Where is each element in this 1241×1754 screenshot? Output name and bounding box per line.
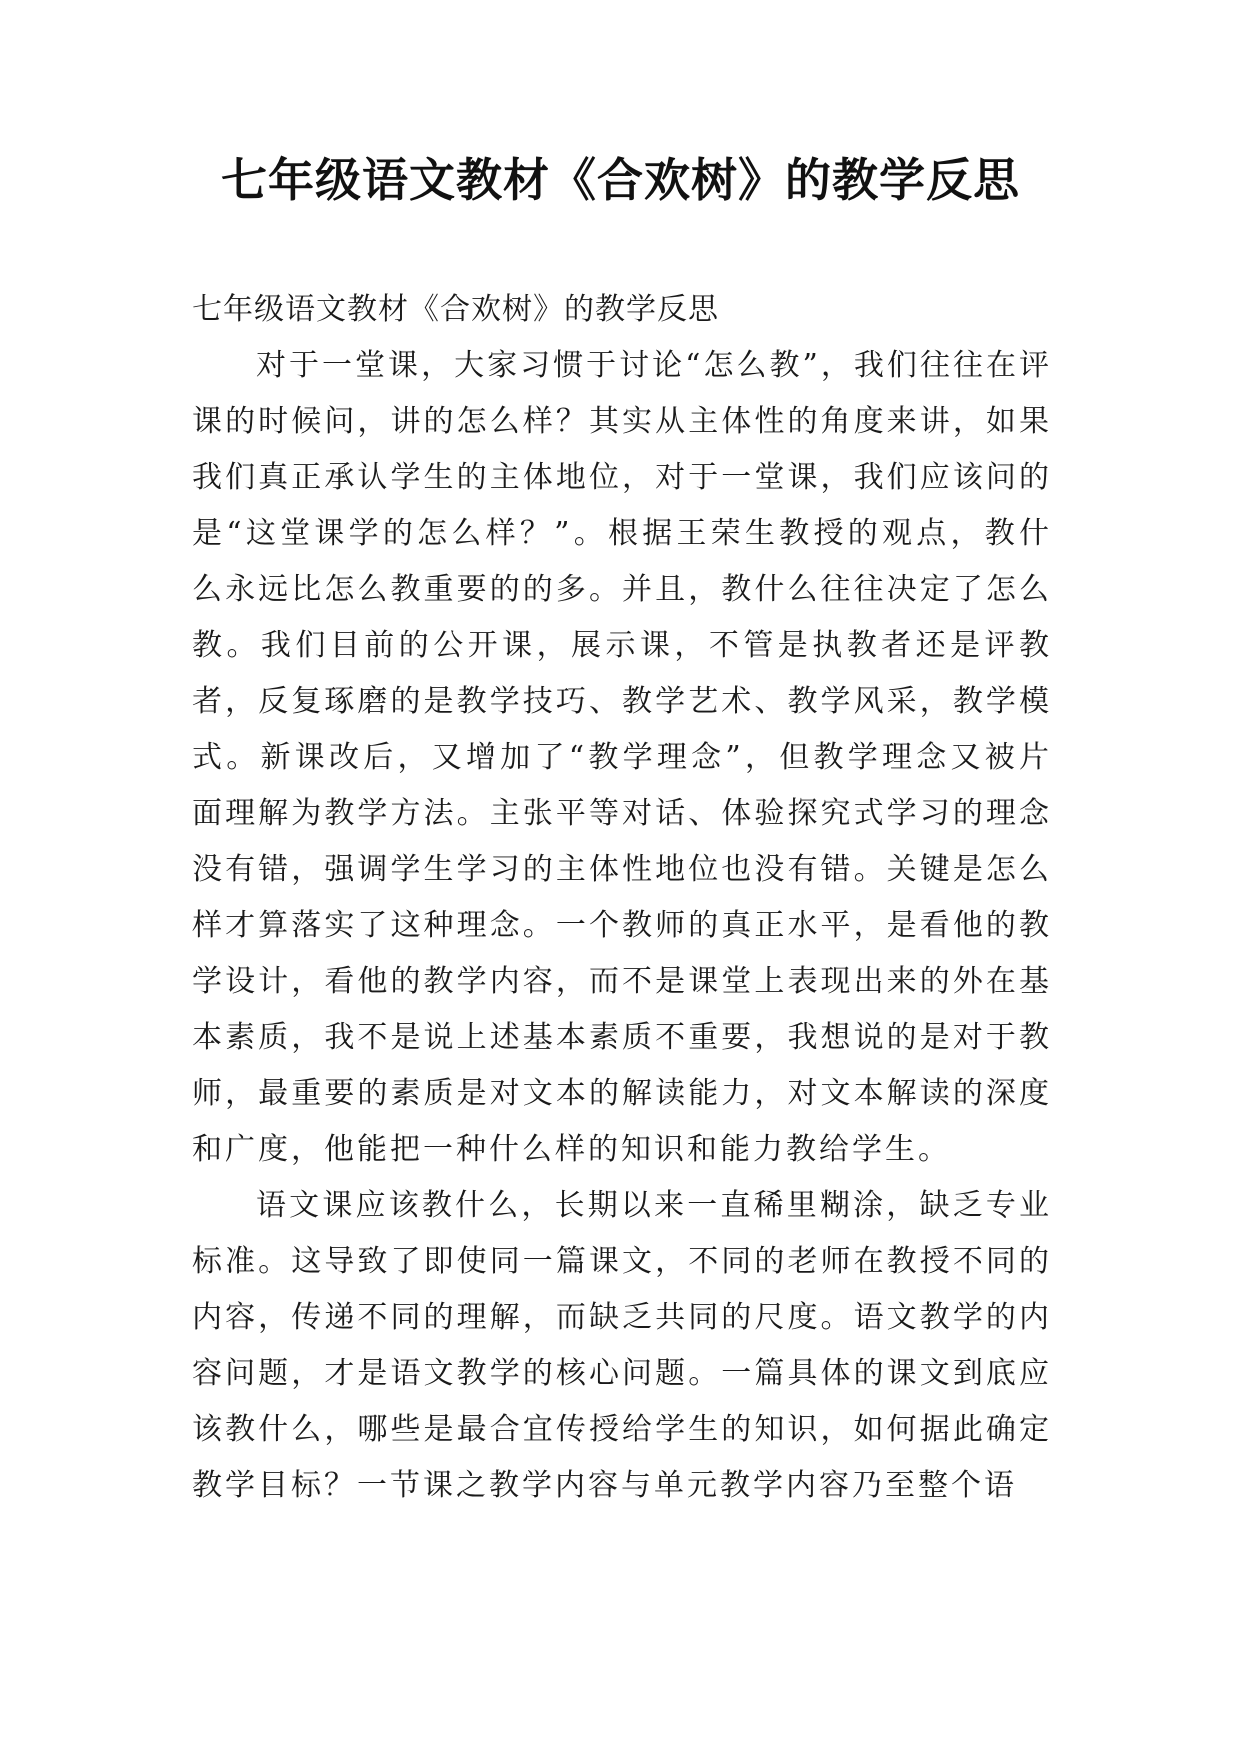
paragraph-1: 对于一堂课，大家习惯于讨论“怎么教”，我们往往在评课的时候问，讲的怎么样？其实从主体性的角度来讲，如果我们真正承认学生的主体地位，对于一堂课，我们应该问的是“这堂课学的怎么样？”。根据王荣生教授的观点，教什么永远比怎么教重要的的多。并且，教什么往往决定了怎么教。我们目前的公开课，展示课，不管是执教者还是评教者，反复琢磨的是教学技巧、教学艺术、教学风采，教学模式。新课改后，又增加了“教学理念”，但教学理念又被片面理解为教学方法。主张平等对话、体验探究式学习的理念没有错，强调学生学习的主体性地位也没有错。关键是怎么样才算落实了这种理念。一个教师的真正水平，是看他的教学设计，看他的教学内容，而不是课堂上表现出来的外在基本素质，我不是说上述基本素质不重要，我想说的是对于教师，最重要的素质是对文本的解读能力，对文本解读的深度和广度，他能把一种什么样的知识和能力教给学生。	[192, 348, 1052, 1167]
document-title: 七年级语文教材《合欢树》的教学反思	[221, 153, 1020, 207]
document-body	[192, 282, 1052, 1514]
document-subtitle: 七年级语文教材《合欢树》的教学反思	[192, 292, 719, 327]
paragraph-2: 语文课应该教什么，长期以来一直稀里糊涂，缺乏专业标准。这导致了即使同一篇课文，不同的老师在教授不同的内容，传递不同的理解，而缺乏共同的尺度。语文教学的内容问题，才是语文教学的核心问题。一篇具体的课文到底应该教什么，哪些是最合宜传授给学生的知识，如何据此确定教学目标？一节课之教学内容与单元教学内容乃至整个语	[192, 1188, 1052, 1503]
